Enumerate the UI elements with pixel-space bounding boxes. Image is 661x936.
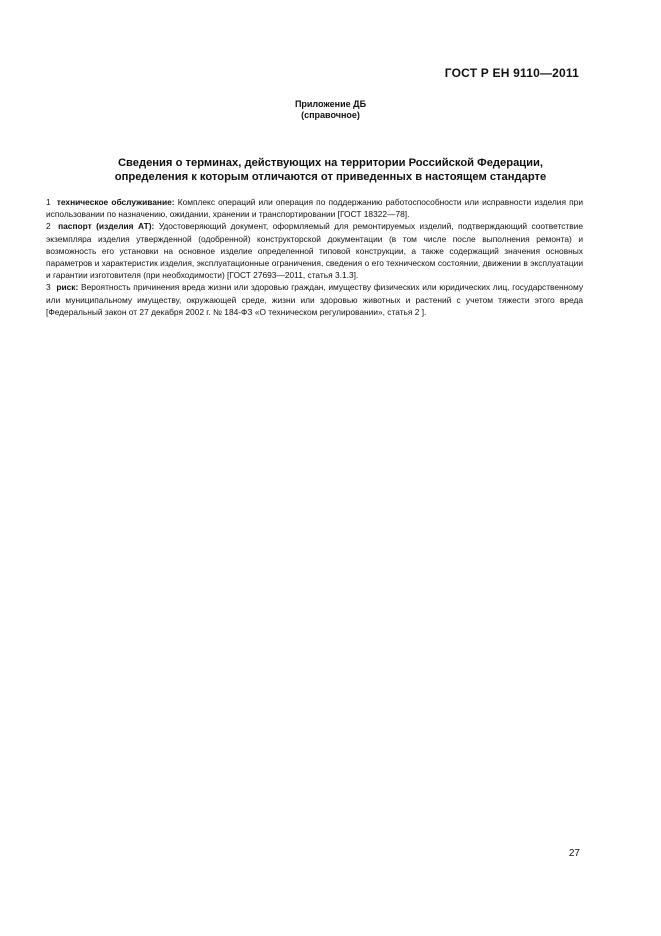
section-title-line-1: Сведения о терминах, действующих на территории Российской Федерации,: [117, 157, 544, 169]
term-definition: Удостоверяющий документ, оформляемый для ремонтируемых изделий, подтверждающий соответствие экземпляра изделия утвержденной (одобренной) конструкторской документации (в том числе после выполнения ремонта) и возможность его установки на основное изделие определенной типовой конструкции, а также содержащий значения основных параметров и характеристик изделия, эксплуатационные ограничения, сведения о его техническом состоянии, движении в эксплуатации и гарантии изготовителя (при необходимости) [ГОСТ 27693—2011, статья 3.1.3].: [46, 221, 583, 281]
term-name: техническое обслуживание:: [56, 197, 175, 207]
term-number: 1: [46, 197, 51, 207]
term-entry: [46, 196, 583, 220]
term-definition: Вероятность причинения вреда жизни или здоровью граждан, имуществу физических или юридических лиц, государственному или муниципальному имуществу, окружающей среде, жизни или здоровью животных и растений с учетом тяжести этого вреда [Федеральный закон от 27 декабря 2002 г. № 184-ФЗ «О техническом регулировании», статья 2 ].: [46, 282, 584, 317]
document-code: ГОСТ Р ЕН 9110—2011: [444, 66, 579, 80]
annex-title: Приложение ДБ: [294, 99, 367, 109]
term-number: 3: [46, 282, 51, 293]
term-definition: Комплекс операций или операция по поддержанию работоспособности или исправности изделия при использовании по назначению, ожидании, хранении и транспортировании [ГОСТ 18322—78].: [46, 197, 584, 220]
annex-subtitle: (справочное): [301, 110, 360, 120]
term-name: риск:: [56, 282, 79, 293]
annex-heading: [0, 99, 661, 121]
term-entry: [46, 220, 583, 281]
section-title: [60, 156, 601, 184]
term-name: паспорт (изделия АТ):: [58, 221, 155, 232]
terms-list: [46, 196, 583, 318]
section-title-line-2: определения к которым отличаются от приведенных в настоящем стандарте: [114, 171, 547, 183]
term-entry: [46, 281, 583, 318]
term-number: 2: [46, 221, 51, 232]
page-number: 27: [568, 848, 580, 859]
